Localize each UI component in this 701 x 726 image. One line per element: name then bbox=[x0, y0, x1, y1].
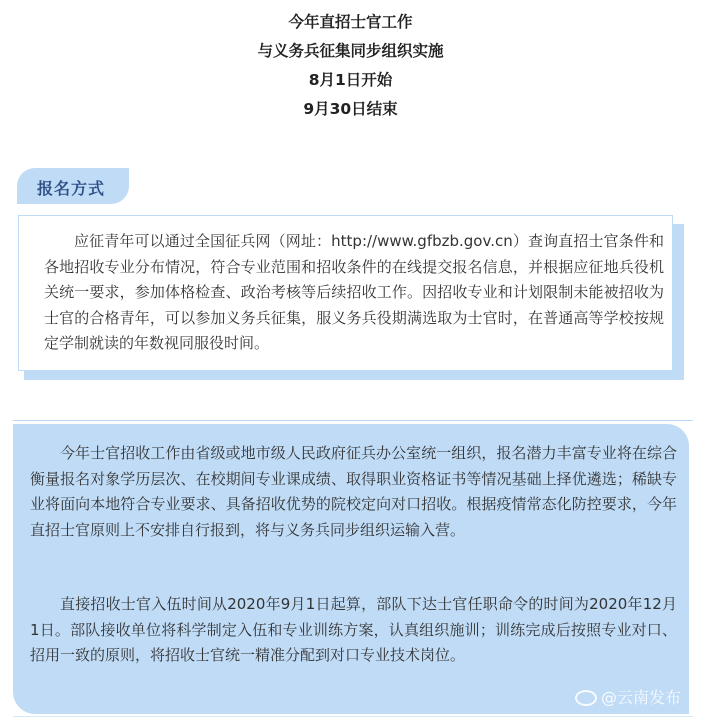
weibo-icon bbox=[575, 690, 597, 706]
recruitment-details-box bbox=[13, 424, 689, 714]
section-tag-label: 报名方式 bbox=[37, 179, 106, 198]
details-paragraph-1: 今年士官招收工作由省级或地市级人民政府征兵办公室统一组织，报名潜力丰富专业将在综合衡量报名对象学历层次、在校期间专业课成绩、取得职业资格证书等情况基础上择优遴选；稀缺专业将面向本地符合专业要求、具备招收优势的院校定向对口招收。根据疫情常态化防控要求，今年直招士官原则上不安排自行报到，将与义务兵同步组织运输入营。 bbox=[30, 444, 677, 539]
headline-line-1: 今年直招士官工作 bbox=[288, 13, 413, 31]
headline-line-2: 与义务兵征集同步组织实施 bbox=[257, 42, 444, 60]
details-paragraph-2: 直接招收士官入伍时间从2020年9月1日起算，部队下达士官任职命令的时间为2020年12月1日。部队接收单位将科学制定入伍和专业训练方案，认真组织施训；训练完成后按照专业对口、招用一致的原则，将招收士官统一精准分配到对口专业技术岗位。 bbox=[30, 595, 677, 664]
divider bbox=[13, 420, 693, 421]
watermark bbox=[575, 685, 681, 708]
registration-paragraph: 应征青年可以通过全国征兵网（网址：http://www.gfbzb.gov.cn）查询直招士官条件和各地招收专业分布情况，符合专业范围和招收条件的在线提交报名信息，并根据应征地兵役机关统一要求，参加体格检查、政治考核等后续招收工作。因招收专业和计划限制未能被招收为士官的合格青年，可以参加义务兵征集，服义务兵役期满选取为士官时，在普通高等学校按规定学制就读的年数视同服役时间。 bbox=[44, 232, 664, 352]
headline-line-3: 8月1日开始 bbox=[308, 71, 393, 89]
headline bbox=[0, 8, 701, 124]
bottom-divider bbox=[13, 716, 693, 717]
watermark-text: @云南发布 bbox=[600, 688, 681, 707]
section-tag bbox=[17, 168, 129, 204]
registration-info-box bbox=[18, 215, 673, 371]
headline-line-4: 9月30日结束 bbox=[303, 100, 398, 118]
